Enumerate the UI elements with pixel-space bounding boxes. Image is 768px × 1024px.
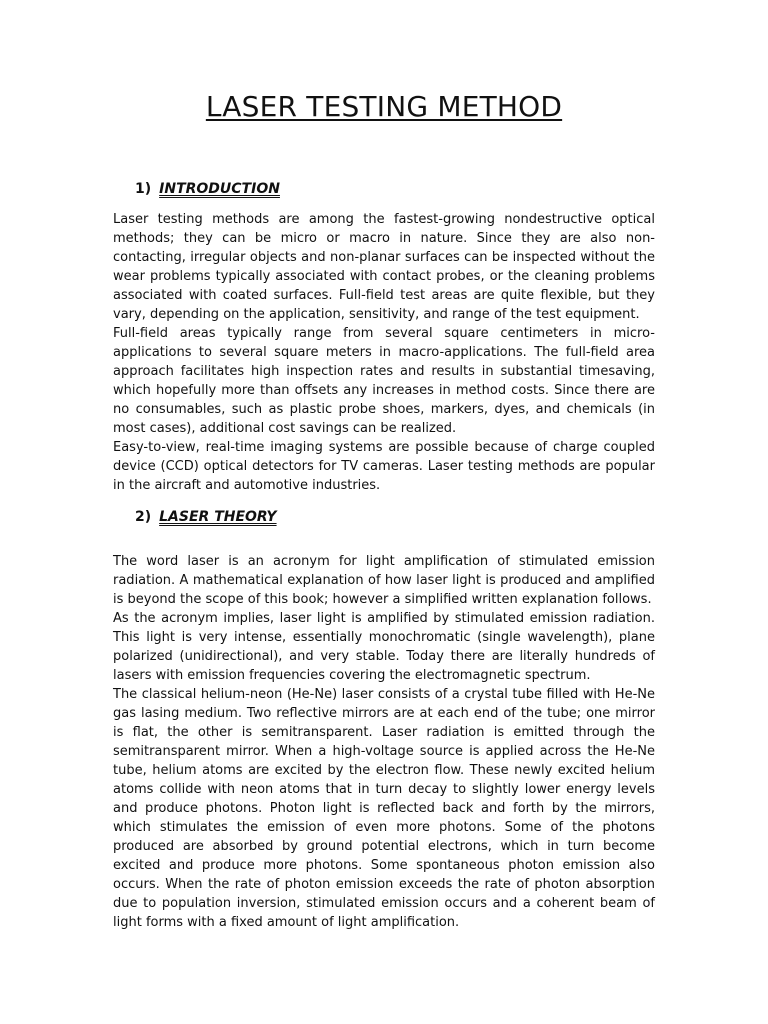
section-number: 2) bbox=[135, 509, 152, 525]
section-heading-introduction bbox=[135, 181, 280, 197]
paragraph: As the acronym implies, laser light is amplified by stimulated emission radiation. This light is very intense, essentially monochromatic (single wavelength), plane polarized (unidirectional), and very stable. Today there are literally hundreds of lasers with emission frequencies covering the electromagnetic spectrum. bbox=[113, 611, 655, 683]
laser-theory-body bbox=[113, 552, 655, 932]
introduction-body bbox=[113, 210, 655, 495]
section-heading-laser-theory bbox=[135, 509, 277, 525]
paragraph: Easy-to-view, real-time imaging systems are possible because of charge coupled device (CCD) optical detectors for TV cameras. Laser testing methods are popular in the aircraft and automotive industries. bbox=[113, 440, 655, 493]
section-title: LASER THEORY bbox=[159, 509, 277, 525]
paragraph: The classical helium-neon (He-Ne) laser consists of a crystal tube filled with He-Ne gas lasing medium. Two reflective mirrors are at each end of the tube; one mirror is flat, the other is semitransparent. Laser radiation is emitted through the semitransparent mirror. When a high-voltage source is applied across the He-Ne tube, helium atoms are excited by the electron flow. These newly excited helium atoms collide with neon atoms that in turn decay to slightly lower energy levels and produce photons. Photon light is reflected back and forth by the mirrors, which stimulates the emission of even more photons. Some of the photons produced are absorbed by ground potential electrons, which in turn become excited and produce more photons. Some spontaneous photon emission also occurs. When the rate of photon emission exceeds the rate of photon absorption due to population inversion, stimulated emission occurs and a coherent beam of light forms with a fixed amount of light amplification. bbox=[113, 687, 655, 930]
paragraph: The word laser is an acronym for light amplification of stimulated emission radiation. A mathematical explanation of how laser light is produced and amplified is beyond the scope of this book; however a simplified written explanation follows. bbox=[113, 554, 655, 607]
section-number: 1) bbox=[135, 181, 152, 197]
page-title: LASER TESTING METHOD bbox=[205, 90, 563, 123]
paragraph: Full-field areas typically range from several square centimeters in micro-applications to several square meters in macro-applications. The full-field area approach facilitates high inspection rates and results in substantial timesaving, which hopefully more than offsets any increases in method costs. Since there are no consumables, such as plastic probe shoes, markers, dyes, and chemicals (in most cases), additional cost savings can be realized. bbox=[113, 326, 655, 436]
section-title: INTRODUCTION bbox=[159, 181, 280, 197]
paragraph: Laser testing methods are among the fastest-growing nondestructive optical methods; they can be micro or macro in nature. Since they are also non-contacting, irregular objects and non-planar surfaces can be inspected without the wear problems typically associated with contact probes, or the cleaning problems associated with coated surfaces. Full-field test areas are quite flexible, but they vary, depending on the application, sensitivity, and range of the test equipment. bbox=[113, 212, 655, 322]
